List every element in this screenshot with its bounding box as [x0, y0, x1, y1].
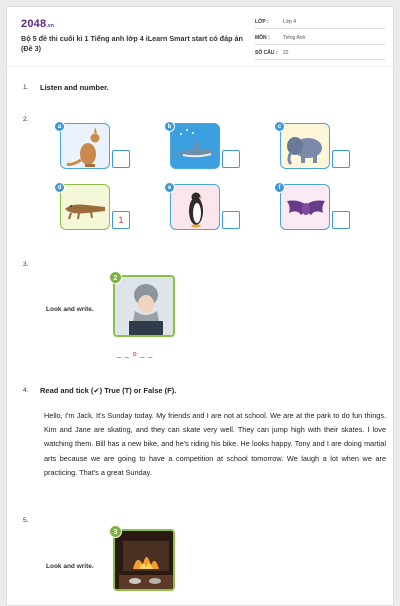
- question-number: 1.: [23, 84, 29, 91]
- photo-number-badge: 3: [109, 525, 122, 538]
- meta-value: Lớp 4: [283, 19, 297, 25]
- answer-box[interactable]: [332, 211, 350, 229]
- page-header: [7, 7, 394, 67]
- meta-grade: [255, 17, 385, 29]
- card-shark: [170, 123, 220, 169]
- card-letter-badge: b: [164, 121, 175, 132]
- answer-box[interactable]: [222, 211, 240, 229]
- blank-group: _ _: [140, 351, 154, 358]
- reading-passage: Hello, I'm Jack. It's Sunday today. My friends and I are not at school. We are at the park to do fun things. Kim and Jane are skating, and they can skate very well. They can jump high with their skates. I love watching them. Bill has a new bike, and he's riding his bike. He looks happy. Tony and I are doing martial arts because we are going to have a competition at school tomorrow. We laugh a lot when we are practicing. That's a great Sunday.: [44, 411, 386, 477]
- shark-icon: [171, 124, 220, 169]
- kangaroo-icon: [61, 124, 110, 169]
- card-letter-badge: f: [274, 182, 285, 193]
- meta-key: SỐ CÂU :: [255, 50, 278, 56]
- photo-number-badge: 2: [109, 271, 122, 284]
- card-letter-badge: c: [274, 121, 285, 132]
- answer-box[interactable]: 1: [112, 211, 130, 229]
- card-penguin: [170, 184, 220, 230]
- question-number: 5.: [23, 517, 29, 524]
- meta-value: Tiếng Anh: [283, 35, 306, 41]
- logo-text: 2048: [21, 18, 47, 30]
- worksheet-page: [6, 6, 394, 606]
- card-bat: [280, 184, 330, 230]
- blank-group: _ _: [117, 351, 130, 358]
- answer-box[interactable]: [332, 150, 350, 168]
- question-number: 2.: [23, 116, 29, 123]
- logo-suffix: .vn: [46, 23, 55, 29]
- answer-box[interactable]: [112, 150, 130, 168]
- meta-question-count: [255, 48, 385, 60]
- fireplace-image: [115, 531, 175, 591]
- card-letter-badge: a: [54, 121, 65, 132]
- given-letter: o: [132, 351, 138, 358]
- elephant-icon: [281, 124, 330, 169]
- card-elephant: [280, 123, 330, 169]
- meta-value: 22: [283, 50, 289, 56]
- card-kangaroo: [60, 123, 110, 169]
- answer-box[interactable]: [222, 150, 240, 168]
- question-label: Look and write.: [46, 563, 94, 570]
- question-text: Listen and number.: [40, 83, 109, 92]
- question-label: Look and write.: [46, 306, 94, 313]
- page-title: Bộ 5 đề thi cuối kì 1 Tiếng anh lớp 4 iLearn Smart start có đáp án (Đề 3): [21, 34, 243, 53]
- question-text: Read and tick (✔) True (T) or False (F).: [40, 386, 177, 395]
- bat-icon: [281, 185, 330, 230]
- crocodile-icon: [61, 185, 110, 230]
- meta-subject: [255, 33, 385, 45]
- photo-fireplace: [113, 529, 175, 591]
- meta-key: MÔN :: [255, 35, 270, 41]
- answer-blanks[interactable]: [117, 351, 153, 358]
- penguin-icon: [171, 185, 220, 230]
- photo-scarf-girl: [113, 275, 175, 337]
- question-number: 4.: [23, 387, 29, 394]
- question-number: 3.: [23, 261, 29, 268]
- girl-scarf-image: [115, 277, 175, 337]
- card-letter-badge: d: [54, 182, 65, 193]
- meta-key: LỚP :: [255, 19, 269, 25]
- card-crocodile: [60, 184, 110, 230]
- card-letter-badge: e: [164, 182, 175, 193]
- site-logo[interactable]: [21, 18, 54, 30]
